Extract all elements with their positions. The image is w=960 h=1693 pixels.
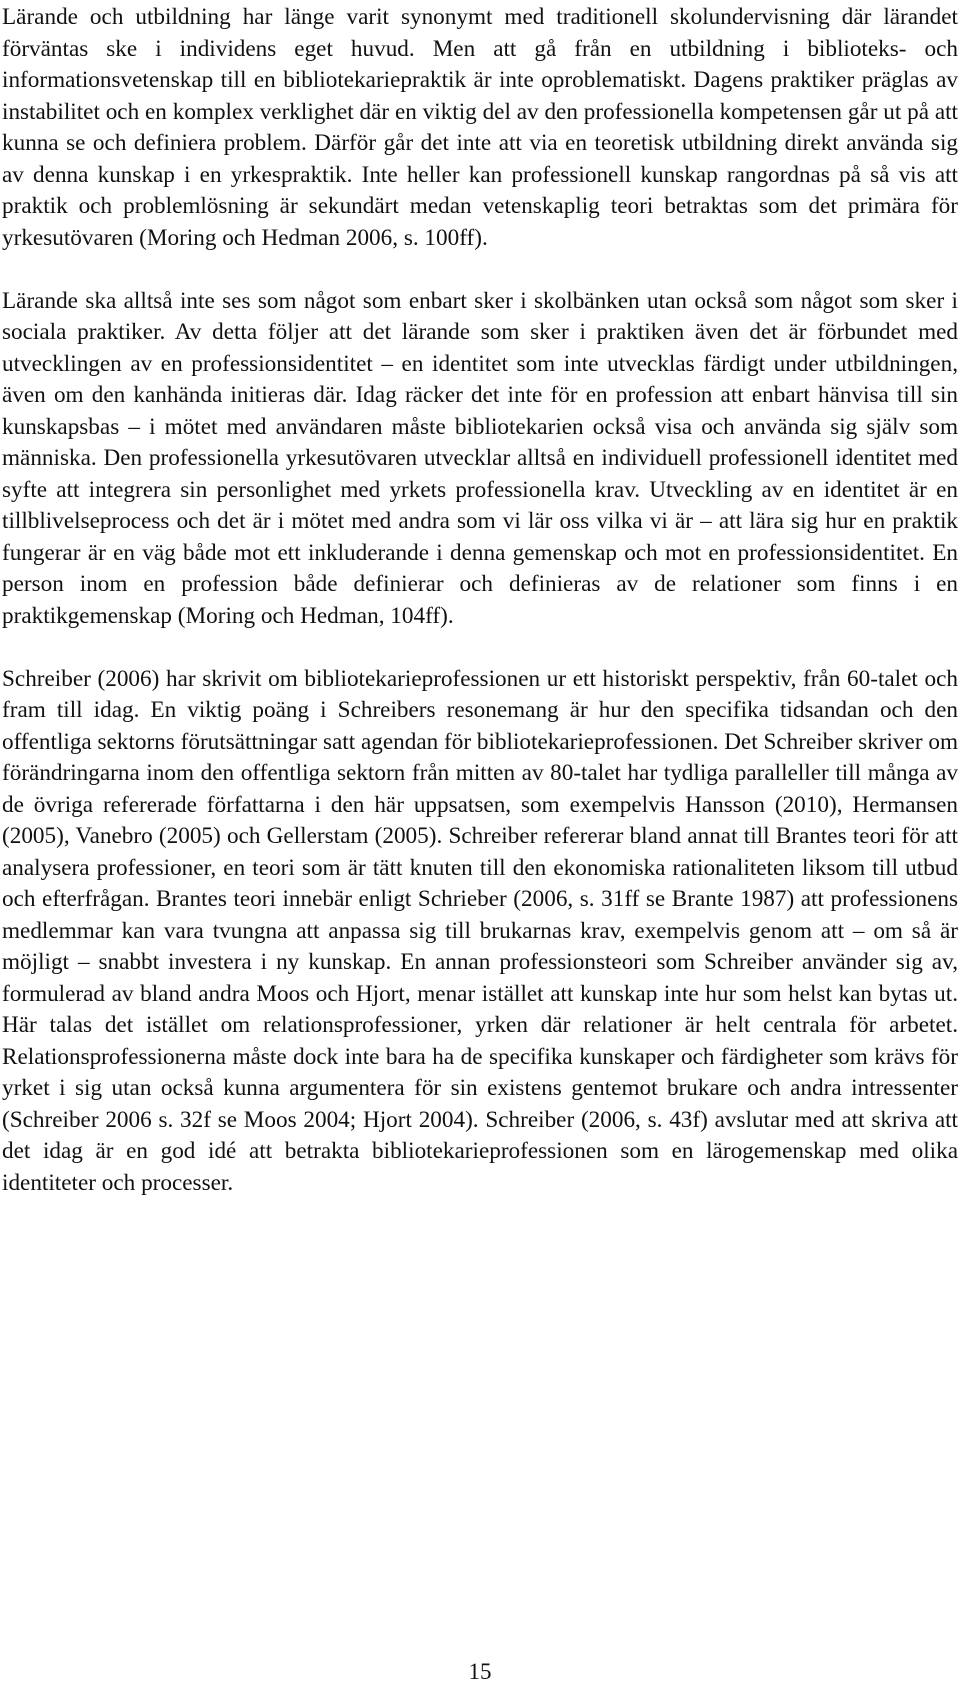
paragraph-2: Lärande ska alltså inte ses som något som enbart sker i skolbänken utan också som något som sker i sociala praktiker. Av detta följer att det lärande som sker i praktiken även det är förbundet med utvecklingen av en professionsidentitet – en identitet som inte utvecklas färdigt under utbildningen, även om den kanhända initieras där. Idag räcker det inte för en profession att enbart hänvisa till sin kunskapsbas – i mötet med användaren måste bibliotekarien också visa och använda sig själv som människa. Den professionella yrkesutövaren utvecklar alltså en individuell professionell identitet med syfte att integrera sin personlighet med yrkets professionella krav. Utveckling av en identitet är en tillblivelseprocess och det är i mötet med andra som vi lär oss vilka vi är – att lära sig hur en praktik fungerar är en väg både mot ett inkluderande i denna gemenskap och mot en professionsidentitet. En person inom en profession både definierar och definieras av de relationer som finns i en praktikgemenskap (Moring och Hedman, 104ff). [2, 287, 958, 629]
paragraph-3: Schreiber (2006) har skrivit om bibliotekarieprofessionen ur ett historiskt perspektiv, från 60-talet och fram till idag. En viktig poäng i Schreibers resonemang är hur den specifika tidsandan och den offentliga sektorns förutsättningar satt agendan för bibliotekarieprofessionen. Det Schreiber skriver om förändringarna inom den offentliga sektorn från mitten av 80-talet har tydliga paralleller till många av de övriga refererade författarna i den här uppsatsen, som exempelvis Hansson (2010), Hermansen (2005), Vanebro (2005) och Gellerstam (2005). Schreiber refererar bland annat till Brantes teori för att analysera professioner, en teori som är tätt knuten till den ekonomiska rationaliteten liksom till utbud och efterfrågan. Brantes teori innebär enligt Schrieber (2006, s. 31ff se Brante 1987) att professionens medlemmar kan vara tvungna att anpassa sig till brukarnas krav, exempelvis genom att – om så är möjligt – snabbt investera i ny kunskap. En annan professionsteori som Schreiber använder sig av, formulerad av bland andra Moos och Hjort, menar istället att kunskap inte hur som helst kan bytas ut. Här talas det istället om relationsprofessioner, yrken där relationer är helt centrala för arbetet. Relationsprofessionerna måste dock inte bara ha de specifika kunskaper och färdigheter som krävs för yrket i sig utan också kunna argumentera för sin existens gentemot brukare och andra intressenter (Schreiber 2006 s. 32f se Moos 2004; Hjort 2004). Schreiber (2006, s. 43f) avslutar med att skriva att det idag är en god idé att betrakta bibliotekarieprofessionen som en lärogemenskap med olika identiteter och processer. [2, 665, 958, 1196]
paragraph-1: Lärande och utbildning har länge varit synonymt med traditionell skolundervisning där lärandet förväntas ske i individens eget huvud. Men att gå från en utbildning i biblioteks- och informationsvetenskap till en bibliotekariepraktik är inte oproblematiskt. Dagens praktiker präglas av instabilitet och en komplex verklighet där en viktig del av den professionella kompetensen går ut på att kunna se och definiera problem. Därför går det inte att via en teoretisk utbildning direkt använda sig av denna kunskap i en yrkespraktik. Inte heller kan professionell kunskap rangordnas på så vis att praktik och problemlösning är sekundärt medan vetenskaplig teori betraktas som det primära för yrkesutövaren (Moring och Hedman 2006, s. 100ff). [2, 4, 958, 251]
page-number: 15 [468, 1659, 492, 1684]
body-text [2, 2, 958, 1199]
